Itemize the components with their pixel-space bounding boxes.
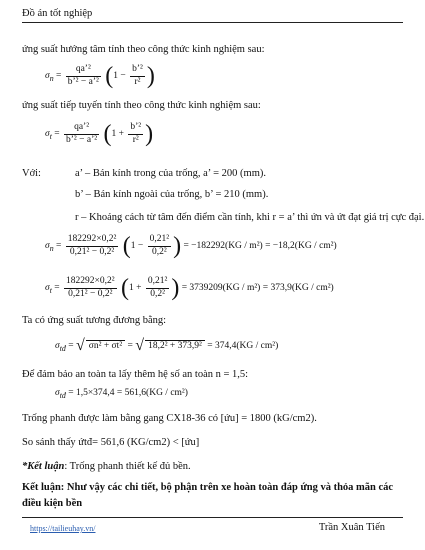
voi-label: Với:	[22, 168, 41, 179]
page-header: Đồ án tốt nghiệp	[22, 8, 93, 19]
b-definition: b’ – Bán kính ngoài của trống, b’ = 210 (mm).	[75, 189, 269, 200]
tangential-stress-numeric: $\sigma_t$ = $\frac{\text{182292×0,2²}}{\text{0,21² − 0,2²}}$ (1 + $\frac{\text{0,21²}}{\text{0,2²}}$ ) = 3739209(KG / m²) = 373,9(KG / cm²)	[45, 275, 334, 301]
final-conclusion-line1	[22, 482, 393, 493]
comparison-line: So sánh thấy ứtđ= 561,6 (KG/cm2) < [ứu]	[22, 437, 200, 448]
footer-link[interactable]: https://tailieuhay.vn/	[30, 524, 96, 533]
conclusion-text: : Trống phanh thiết kế đủ bền.	[64, 461, 191, 472]
tangential-stress-formula: $\sigma_t$ = $\frac{\text{qa’²}}{\text{b’² − a’²}}$ (1 + $\frac{\text{b’²}}{\text{r²}}$ )	[45, 121, 154, 147]
tangential-stress-intro: ứng suất tiếp tuyến tính theo công thức kinh nghiệm sau:	[22, 100, 261, 111]
a-definition: a’ – Bán kính trong của trống, a’ = 200 (mm).	[75, 168, 266, 179]
safety-formula: $\sigma_{tđ} = 1,5\times 374,4 = 561,6(KG / cm^2)$	[55, 388, 188, 400]
r-definition: r – Khoảng cách từ tâm đến điểm cần tính, khi r = a’ thì ứn và ứt đạt giá trị cực đại.	[75, 212, 425, 223]
footer-author: Trần Xuân Tiến	[318, 522, 385, 533]
material-line: Trống phanh được làm bằng gang CX18-36 có [ứu] = 1800 (kG/cm2).	[22, 413, 317, 424]
conclusion-label: *Kết luận	[22, 461, 65, 472]
final-conclusion-line2: điều kiện bền	[22, 498, 83, 509]
final-conclusion-label: Kết luận	[22, 482, 61, 493]
footer-rule	[22, 517, 403, 518]
radial-stress-numeric: $\sigma_n$ = $\frac{\text{182292×0,2²}}{\text{0,21² − 0,2²}}$ (1 − $\frac{\text{0,21²}}{\text{0,2²}}$ ) = −182292(KG / m²) = −18,2(KG / cm²)	[45, 233, 337, 259]
equivalent-stress-formula: $\sigma_{tđ}$ = √ σn² + σt² = √ 18,2² + 373,9² = 374,4(KG / cm²)	[55, 337, 279, 354]
final-conclusion-text: : Như vậy các chi tiết, bộ phận trên xe hoàn toàn đáp ứng và thỏa mãn các	[60, 482, 394, 493]
radial-stress-formula: $\sigma_n$ = $\frac{\text{qa’²}}{\text{b’² − a’²}}$ (1 − $\frac{\text{b’²}}{\text{r²}}$ )	[45, 63, 155, 89]
safety-factor-intro: Để đảm bảo an toàn ta lấy thêm hệ số an toàn n = 1,5:	[22, 369, 249, 380]
conclusion-line	[22, 461, 191, 472]
header-rule	[22, 22, 403, 23]
radial-stress-intro: ứng suất hướng tâm tính theo công thức kinh nghiệm sau:	[22, 44, 265, 55]
equivalent-stress-intro: Ta có ứng suất tương đương bằng:	[22, 315, 167, 326]
